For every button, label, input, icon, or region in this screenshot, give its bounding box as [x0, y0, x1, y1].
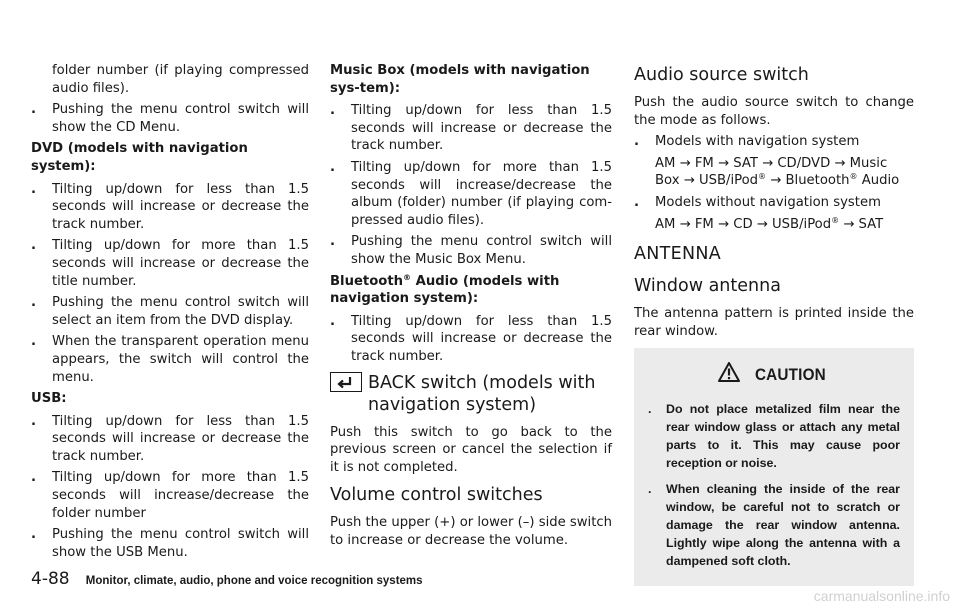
- back-switch-heading: BACK switch (models with navigation system): [330, 372, 612, 416]
- bullet: .: [31, 470, 37, 486]
- list-item: . Pushing the menu control switch will show the USB Menu.: [31, 527, 309, 560]
- bullet: .: [31, 413, 37, 429]
- watermark: carmanualsonline.info: [813, 588, 950, 604]
- list-item: . Pushing the menu control switch will select an item from the DVD display.: [31, 295, 309, 328]
- list-item: . Tilting up/down for less than 1.5 seconds will increase or decrease the track number.: [330, 313, 612, 364]
- bullet: .: [634, 134, 640, 150]
- paragraph: Push the upper (+) or lower (–) side switch to increase or decrease the volume.: [330, 515, 613, 548]
- bullet: .: [31, 334, 37, 350]
- bullet: .: [31, 102, 37, 118]
- list-item: . When the transparent operation menu appears, the switch will control the menu.: [31, 334, 309, 385]
- section-heading-audio-source: Audio source switch: [634, 65, 809, 85]
- paragraph: The antenna pattern is printed inside the rear window.: [634, 306, 914, 339]
- bullet: .: [648, 401, 652, 416]
- bullet: .: [31, 238, 37, 254]
- paragraph: Push the audio source switch to change the mode as follows.: [634, 95, 914, 128]
- caution-header: [648, 362, 900, 388]
- bullet: .: [330, 159, 336, 175]
- list-item: . Tilting up/down for more than 1.5 seconds will increase or decrease the title number.: [31, 238, 309, 289]
- list-item: . Tilting up/down for less than 1.5 seconds will increase or decrease the track number.: [31, 181, 309, 232]
- caution-item: . Do not place metalized film near the rear window glass or attach any metal parts to it. This may cause poor reception or noise.: [648, 401, 900, 470]
- list-item: . Tilting up/down for less than 1.5 seconds will increase or decrease the track number.: [330, 103, 612, 154]
- mode-sequence: AM → FM → SAT → CD/DVD → Music Box → USB/iPod® → Bluetooth® Audio: [655, 155, 900, 189]
- list-item: . Models without navigation system: [634, 194, 881, 210]
- list-item: . Tilting up/down for more than 1.5 seconds will increase/decrease the album (folder) number (if playing com-pressed audio files).: [330, 159, 612, 228]
- caution-title: CAUTION: [754, 365, 826, 385]
- bullet: .: [31, 527, 37, 543]
- caution-item: . When cleaning the inside of the rear window, be careful not to scratch or damage the rear window antenna. Lightly wipe along the antenna with a dampened soft cloth.: [648, 481, 900, 568]
- list-item: . Tilting up/down for less than 1.5 seconds will increase or decrease the track number.: [31, 413, 309, 464]
- section-subheading-bluetooth: Bluetooth® Audio (models with navigation system):: [330, 272, 560, 307]
- column-right: [634, 62, 914, 586]
- bullet: .: [330, 313, 336, 329]
- bullet: .: [31, 295, 37, 311]
- section-subheading-usb: USB:: [31, 391, 67, 407]
- section-heading-antenna: ANTENNA: [634, 244, 722, 265]
- mode-sequence: AM → FM → CD → USB/iPod® → SAT: [655, 215, 884, 232]
- section-subheading-music-box: Music Box (models with navigation sys-tem):: [330, 63, 590, 96]
- paragraph: folder number (if playing compressed audio files).: [52, 63, 309, 96]
- page-number: 4-88: [31, 569, 70, 589]
- chapter-title: Monitor, climate, audio, phone and voice recognition systems: [85, 575, 423, 587]
- list-item: . Pushing the menu control switch will show the Music Box Menu.: [330, 234, 612, 267]
- bullet: .: [634, 194, 640, 210]
- column-middle: [330, 62, 612, 553]
- section-heading-volume: Volume control switches: [330, 485, 543, 506]
- section-heading-window-antenna: Window antenna: [634, 276, 781, 297]
- page-footer: [31, 571, 423, 591]
- caution-box: [634, 348, 914, 586]
- section-subheading-dvd: DVD (models with navigation system):: [31, 141, 248, 174]
- column-left: [31, 62, 309, 565]
- list-item: . Tilting up/down for more than 1.5 seconds will increase/decrease the folder number: [31, 470, 309, 521]
- back-arrow-icon: [330, 372, 362, 392]
- bullet: .: [648, 481, 652, 496]
- list-item: . Models with navigation system: [634, 134, 860, 150]
- paragraph: Push this switch to go back to the previous screen or cancel the selection if it is not completed.: [330, 424, 612, 475]
- list-item: . Pushing the menu control switch will show the CD Menu.: [31, 102, 309, 135]
- bullet: .: [330, 234, 336, 250]
- warning-icon: [718, 362, 740, 388]
- bullet: .: [31, 181, 37, 197]
- bullet: .: [330, 103, 336, 119]
